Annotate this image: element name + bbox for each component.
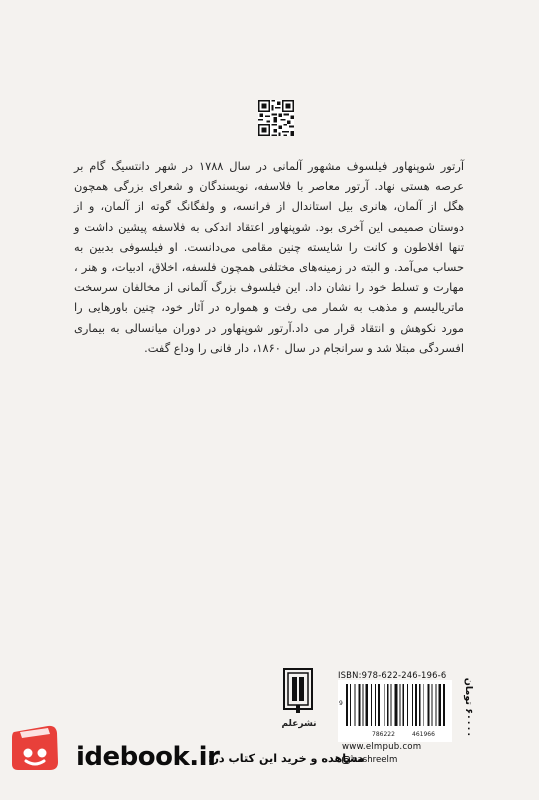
- instagram-handle-text: nashreelm: [352, 755, 398, 765]
- price-label-container: [456, 672, 482, 742]
- price-label: ۶۰۰۰۰ تومان: [463, 677, 475, 737]
- watermark-tagline: مشاهده و خرید این کتاب در:: [208, 752, 365, 765]
- barcode-right-digits: 461966: [412, 731, 435, 738]
- back-cover-description: آرتور شوپنهاور فیلسوف مشهور آلمانی در سال ۱۷۸۸ در شهر دانتسیگ گام بر عرصه هستی نهاد. آرتور معاصر با فلاسفه، نویسندگان و شعرای بزرگی همچون هگل از آلمان، هانری بیل استاندال از فرانسه، و ولفگانگ گوته از آلمان، و از دوستان صمیمی این آخری بود. شوپنهاور اعتقاد اندکی به فلاسفه پیشین داشت و تنها افلاطون و کانت را شایسته چنین مقامی می‌دانست. او فیلسوفی بدبین به حساب می‌آمد. و البته در زمینه‌های مختلفی همچون فلسفه، اخلاق، ادبیات، و هنر ، مهارت و تسلط خود را نشان داد. این فیلسوف بزرگ آلمانی از مخالفان سرسخت ماتریالیسم و مذهب به شمار می رفت و همواره در آثار خود، چنین باورهایی را مورد نکوهش و انتقاد قرار می داد.آرتور شوپنهاور در دوران میانسالی به بیماری افسردگی مبتلا شد و سرانجام در سال ۱۸۶۰، دار فانی را وداع گفت.: [74, 159, 464, 355]
- isbn-label: ISBN:978-622-246-196-6: [338, 670, 447, 680]
- publisher-website[interactable]: www.elmpub.com: [342, 742, 422, 752]
- publisher-name: نشرعلم: [281, 719, 317, 729]
- barcode-first-digit: 9: [339, 700, 343, 707]
- barcode-left-digits: 786222: [372, 731, 395, 738]
- watermark-site: idebook.ir: [76, 742, 220, 772]
- qr-code-icon: [258, 100, 294, 136]
- watermark-logo-icon: [8, 720, 64, 776]
